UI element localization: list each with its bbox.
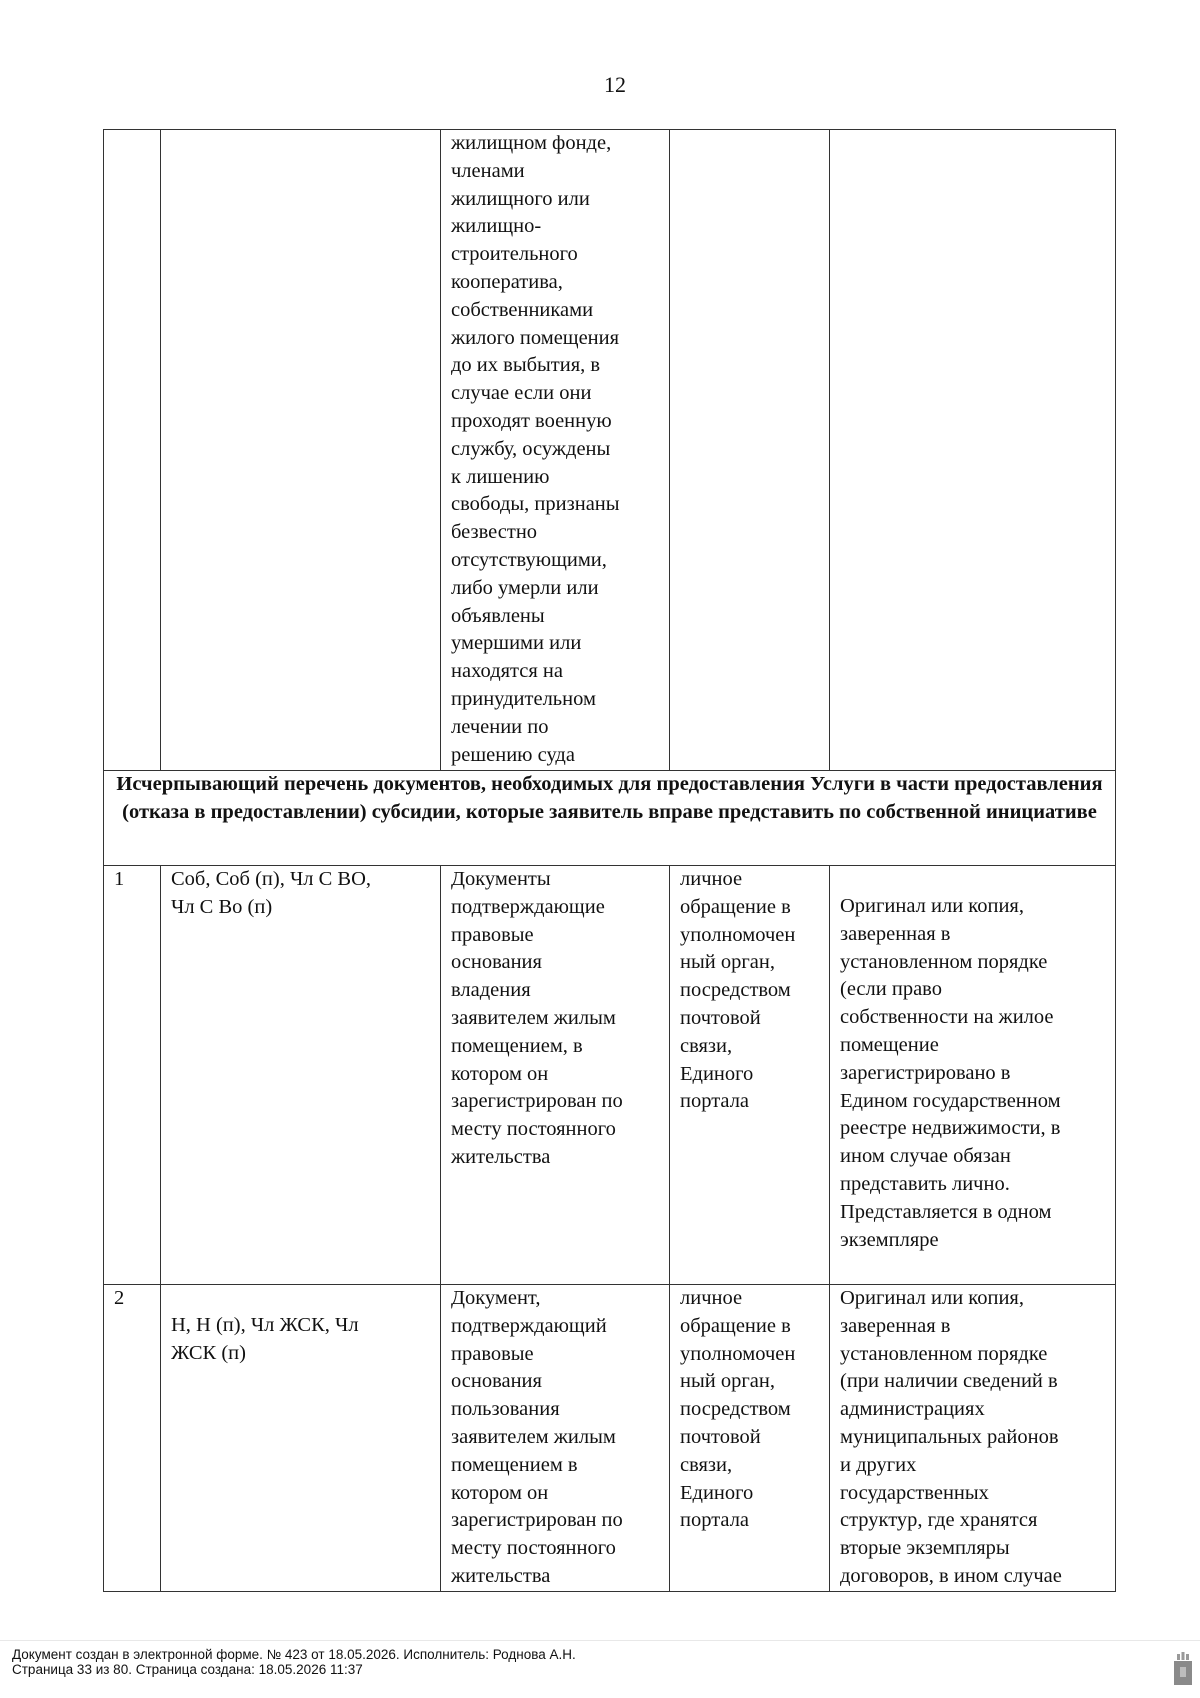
cell-document: жилищном фонде, членами жилищного или жилищно- строительного кооператива, собственниками жилого помещения до их выбытия, в случае если они проходят военную службу, осуждены к лишению свободы, признаны безвестно отсутствующими, либо умерли или объявлены умершими или находятся на принудительном лечении по решению суда: [441, 130, 670, 771]
cell-requirements: [830, 130, 1116, 771]
cell-number: [104, 130, 161, 771]
page-number: 12: [604, 72, 626, 97]
cell-categories: Соб, Соб (п), Чл С ВО, Чл С Во (п): [161, 866, 441, 1285]
footer: [12, 1647, 576, 1677]
table-section-header-row: [104, 771, 1116, 866]
cell-categories: Н, Н (п), Чл ЖСК, Чл ЖСК (п): [161, 1285, 441, 1592]
cell-method: личное обращение в уполномочен ный орган, посредством почтовой связи, Единого портала: [670, 1285, 830, 1592]
cell-document: Документы подтверждающие правовые основания владения заявителем жилым помещением, в котором он зарегистрирован по месту постоянного жительства: [441, 866, 670, 1285]
table-row: [104, 1285, 1116, 1592]
section-header: Исчерпывающий перечень документов, необходимых для предоставления Услуги в части предоставления (отказа в предоставлении) субсидии, которые заявитель вправе представить по собственной инициативе: [104, 771, 1116, 866]
cell-method: личное обращение в уполномочен ный орган, посредством почтовой связи, Единого портала: [670, 866, 830, 1285]
cell-method: [670, 130, 830, 771]
cell-number: 1: [104, 866, 161, 1285]
table-row-continuation: [104, 130, 1116, 771]
coat-of-arms-icon: [1172, 1651, 1194, 1687]
footer-line-1: Документ создан в электронной форме. № 423 от 18.05.2026. Исполнитель: Роднова А.Н.: [12, 1647, 576, 1662]
documents-table: [103, 129, 1116, 1592]
cell-requirements: Оригинал или копия, заверенная в установленном порядке (при наличии сведений в администрациях муниципальных районов и других государственных структур, где хранятся вторые экземпляры договоров, в ином случае: [830, 1285, 1116, 1592]
footer-divider: [0, 1640, 1200, 1641]
cell-requirements: Оригинал или копия, заверенная в установленном порядке (если право собственности на жилое помещение зарегистрировано в Едином государственном реестре недвижимости, в ином случае обязан представить лично. Представляется в одном экземпляре: [830, 866, 1116, 1285]
cell-document: Документ, подтверждающий правовые основания пользования заявителем жилым помещением в котором он зарегистрирован по месту постоянного жительства: [441, 1285, 670, 1592]
cell-number: 2: [104, 1285, 161, 1592]
footer-line-2: Страница 33 из 80. Страница создана: 18.05.2026 11:37: [12, 1662, 363, 1677]
table-row: [104, 866, 1116, 1285]
cell-categories: [161, 130, 441, 771]
